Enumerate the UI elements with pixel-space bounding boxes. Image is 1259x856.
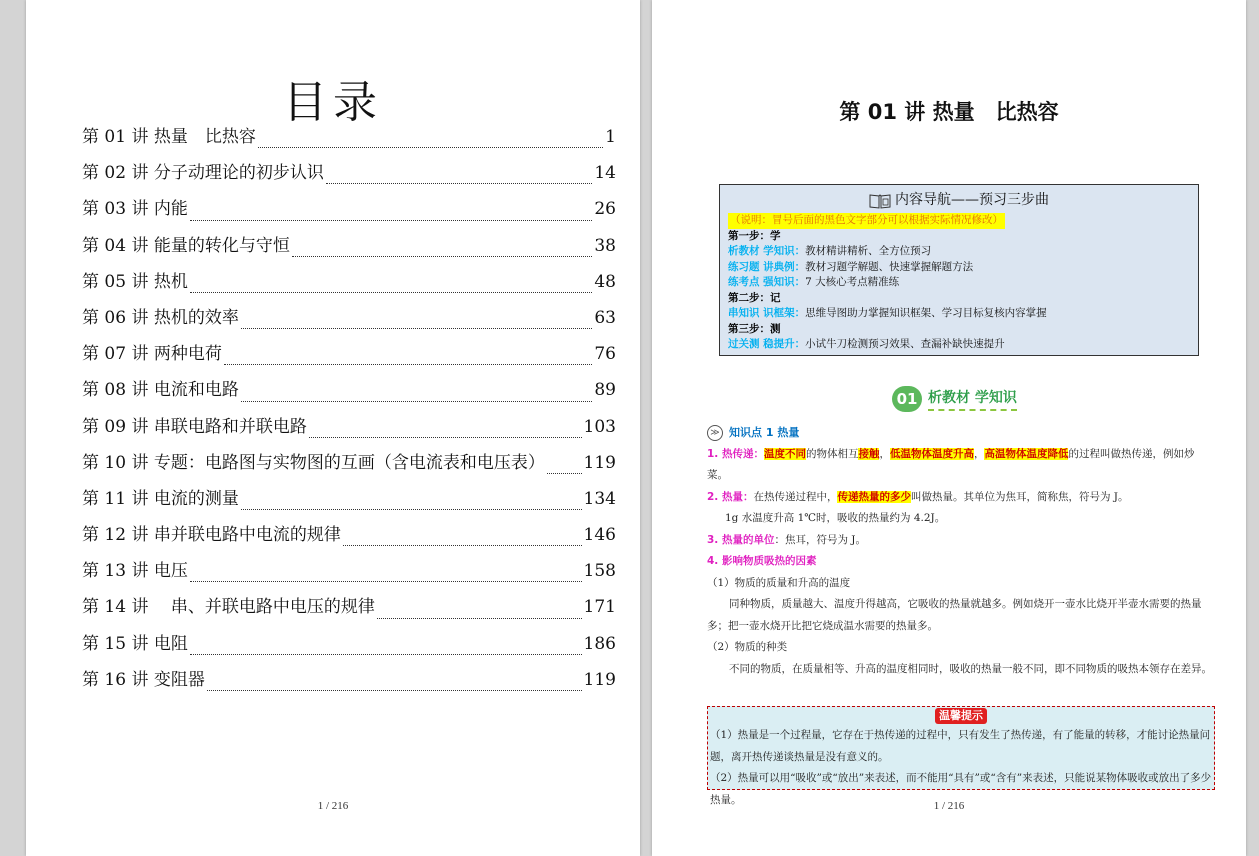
p1-highlight-2: 接触	[858, 447, 880, 460]
toc-dot-leader	[190, 219, 593, 221]
p1-text-2: ，	[879, 447, 890, 460]
toc-entry[interactable]	[82, 267, 616, 303]
toc-page	[26, 0, 640, 856]
p2-highlight: 传递热量的多少	[837, 490, 911, 503]
p4-lead: 4. 影响物质吸热的因素	[707, 555, 817, 567]
toc-entry-label: 第 05 讲 热机	[82, 271, 188, 292]
nav-item-4-key: 串知识 识框架：	[728, 307, 806, 319]
toc-entry-label: 第 12 讲 串并联电路中电流的规律	[82, 525, 341, 546]
nav-item-2	[728, 260, 1190, 276]
toc-entry-label: 第 16 讲 变阻器	[82, 669, 205, 690]
toc-entry[interactable]	[82, 448, 616, 484]
paragraph-4	[707, 551, 1215, 573]
p1-highlight-1: 温度不同	[763, 447, 806, 460]
p2-text-1: 在热传递过程中，	[753, 490, 838, 503]
lecture-page	[652, 0, 1246, 856]
lecture-content	[707, 422, 1215, 680]
toc-entry-page: 171	[583, 597, 616, 618]
toc-entry-page: 63	[594, 307, 616, 328]
nav-step-1: 第一步：学	[728, 229, 781, 242]
toc-entry-page: 158	[583, 561, 616, 582]
toc-entry[interactable]	[82, 303, 616, 339]
nav-item-3-key: 练考点 强知识：	[728, 276, 806, 288]
paragraph-3	[707, 530, 1215, 552]
toc-dot-leader	[241, 327, 593, 329]
toc-entry-label: 第 15 讲 电阻	[82, 633, 188, 654]
toc-dot-leader	[190, 291, 593, 293]
toc-entry[interactable]	[82, 412, 616, 448]
p1-text-4: 的过程叫做热传递，例如炒菜。	[707, 447, 1195, 481]
toc-entry-label: 第 13 讲 电压	[82, 561, 188, 582]
toc-dot-leader	[241, 508, 582, 510]
p2-lead: 2. 热量：	[707, 490, 754, 503]
paragraph-7: （2）物质的种类	[707, 641, 788, 653]
nav-item-1-desc: 教材精讲精析、全方位预习	[805, 245, 932, 257]
section-label: 析教材 学知识	[928, 387, 1017, 411]
toc-dot-leader	[326, 182, 593, 184]
nav-item-2-desc: 教材习题学解题、快速掌握解题方法	[805, 260, 974, 273]
toc-entry[interactable]	[82, 158, 616, 194]
toc-entry-page: 26	[594, 199, 616, 220]
tip-1: （1）热量是一个过程量，它存在于热传递的过程中，只有发生了热传递，有了能量的转移，才能讨论热量问题，离开热传递谈热量是没有意义的。	[710, 729, 1211, 763]
p1-lead: 1. 热传递：	[707, 447, 764, 460]
toc-entry-page: 14	[594, 163, 616, 184]
page-number-left: 1 / 216	[317, 800, 349, 812]
p2-text-2: 叫做热量。其单位为焦耳，简称焦，符号为 J。	[910, 490, 1129, 503]
toc-dot-leader	[207, 689, 582, 691]
toc-entry-label: 第 07 讲 两种电荷	[82, 344, 222, 365]
toc-entry-label: 第 04 讲 能量的转化与守恒	[82, 235, 290, 256]
toc-entry[interactable]	[82, 592, 616, 628]
p1-text-1: 的物体相互	[805, 447, 859, 460]
paragraph-2-line-2: 1g 水温度升高 1℃时，吸收的热量约为 4.2J。	[725, 512, 946, 524]
toc-entry-page: 1	[605, 127, 616, 147]
book-icon	[869, 193, 891, 209]
toc-list	[82, 122, 616, 701]
paragraph-6: 同种物质，质量越大、温度升得越高，它吸收的热量就越多。例如烧开一壶水比烧开半壶水需要的热量多；把一壶水烧开比把它烧成温水需要的热量多。	[707, 598, 1202, 632]
toc-entry-label: 第 14 讲 串、并联电路中电压的规律	[82, 597, 375, 618]
chevron-right-icon: ≫	[707, 425, 723, 441]
nav-step-2: 第二步：记	[728, 291, 781, 304]
toc-entry-page: 89	[594, 380, 616, 401]
toc-entry-page: 134	[583, 488, 616, 509]
toc-dot-leader	[241, 400, 593, 402]
lecture-title: 第 01 讲 热量 比热容	[839, 100, 1059, 124]
nav-item-2-key: 练习题 讲典例：	[728, 260, 806, 273]
toc-dot-leader	[190, 653, 582, 655]
tip-badge: 温馨提示	[935, 708, 987, 724]
nav-item-4	[728, 306, 1190, 322]
section-number-badge: 01	[892, 386, 922, 412]
toc-entry[interactable]	[82, 556, 616, 592]
toc-dot-leader	[343, 544, 582, 546]
toc-entry-label: 第 02 讲 分子动理论的初步认识	[82, 163, 324, 184]
toc-dot-leader	[190, 580, 582, 582]
toc-entry-page: 103	[583, 416, 616, 437]
p1-text-3: ，	[973, 447, 985, 460]
section-banner	[892, 383, 1017, 415]
toc-entry-page: 186	[583, 633, 616, 654]
nav-step-3: 第三步：测	[728, 322, 781, 335]
toc-entry[interactable]	[82, 484, 616, 520]
nav-item-1-key: 析教材 学知识：	[728, 245, 806, 257]
p3-lead: 3. 热量的单位	[707, 533, 775, 546]
toc-entry-page: 146	[583, 525, 616, 546]
toc-dot-leader	[224, 363, 593, 365]
toc-entry[interactable]	[82, 520, 616, 556]
toc-dot-leader	[547, 472, 582, 474]
paragraph-8: 不同的物质，在质量相等、升高的温度相同时，吸收的热量一般不同，即不同物质的吸热本领存在差异。	[729, 662, 1212, 675]
tip-2: （2）热量可以用“吸收”或“放出”来表述，而不能用“具有”或“含有”来表述，只能说某物体吸收或放出了多少热量。	[710, 772, 1212, 806]
knowledge-point-heading	[707, 422, 1215, 444]
toc-entry-label: 第 08 讲 电流和电路	[82, 380, 239, 401]
p3-text: ：焦耳，符号为 J。	[774, 533, 866, 546]
nav-item-3-desc: 7 大核心考点精准练	[805, 276, 900, 288]
nav-note: （说明：冒号后面的黑色文字部分可以根据实际情况修改）	[728, 213, 1005, 229]
toc-entry-page: 119	[583, 452, 616, 473]
paragraph-1	[707, 444, 1215, 487]
toc-entry-label: 第 10 讲 专题：电路图与实物图的互画（含电流表和电压表）	[82, 452, 545, 473]
toc-entry[interactable]	[82, 375, 616, 411]
toc-entry[interactable]	[82, 665, 616, 701]
paragraph-5: （1）物质的质量和升高的温度	[707, 576, 851, 589]
nav-item-1	[728, 244, 1190, 260]
toc-entry[interactable]	[82, 122, 616, 158]
toc-entry-label: 第 03 讲 内能	[82, 199, 188, 220]
toc-title: 目录	[283, 77, 383, 128]
p1-highlight-3: 低温物体温度升高	[889, 447, 974, 460]
knowledge-point-title: 知识点 1 热量	[729, 426, 800, 439]
toc-dot-leader	[258, 146, 603, 148]
nav-item-5	[728, 337, 1190, 353]
nav-heading	[728, 189, 1190, 213]
content-navigation-box	[719, 184, 1199, 356]
nav-heading-text: 内容导航——预习三步曲	[895, 192, 1049, 209]
toc-entry-label: 第 01 讲 热量 比热容	[82, 127, 256, 147]
toc-entry-label: 第 06 讲 热机的效率	[82, 307, 239, 328]
p1-highlight-4: 高温物体温度降低	[984, 447, 1069, 460]
paragraph-2	[707, 487, 1215, 509]
toc-dot-leader	[309, 436, 582, 438]
toc-entry-page: 48	[594, 271, 616, 292]
toc-entry[interactable]	[82, 231, 616, 267]
nav-item-3	[728, 275, 1190, 291]
toc-dot-leader	[292, 255, 593, 257]
toc-entry[interactable]	[82, 629, 616, 665]
toc-entry[interactable]	[82, 194, 616, 230]
page-number-right: 1 / 216	[933, 800, 965, 812]
toc-entry-label: 第 09 讲 串联电路和并联电路	[82, 416, 307, 437]
toc-dot-leader	[377, 617, 582, 619]
nav-item-4-desc: 思维导图助力掌握知识框架、学习目标复核内容掌握	[805, 307, 1047, 319]
toc-entry-page: 119	[583, 669, 616, 690]
toc-entry-page: 76	[594, 344, 616, 365]
toc-entry-page: 38	[594, 235, 616, 256]
nav-item-5-key: 过关测 稳提升：	[728, 338, 806, 350]
toc-entry[interactable]	[82, 339, 616, 375]
toc-entry-label: 第 11 讲 电流的测量	[82, 488, 239, 509]
nav-item-5-desc: 小试牛刀检测预习效果、查漏补缺快速提升	[805, 338, 1005, 350]
